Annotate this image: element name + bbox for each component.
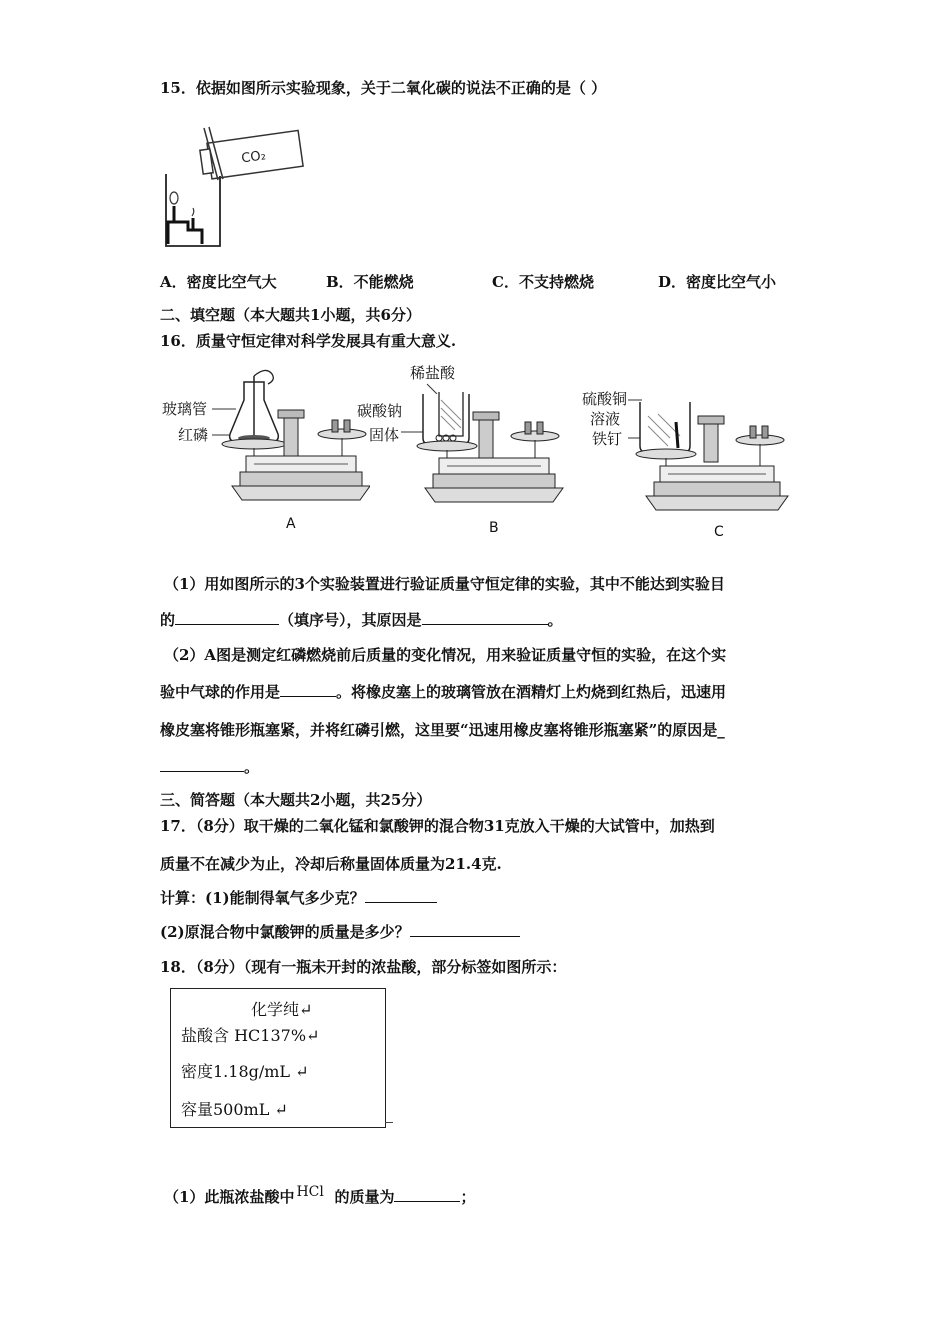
q16-p1-blank-2[interactable] xyxy=(422,610,548,625)
q16-p1-text-c: 。 xyxy=(547,611,563,629)
q16-p1-text-b: （填序号），其原因是 xyxy=(279,611,422,629)
q16-p1-blank-1[interactable] xyxy=(175,610,279,625)
q15-option-a: A．密度比空气大 xyxy=(160,273,277,291)
q18-line1: 18．（8分）（现有一瓶未开封的浓盐酸，部分标签如图所示： xyxy=(160,958,567,976)
reagent-label-concentration: 盐酸含 HC137%↵ xyxy=(181,1026,320,1045)
q16-p2-text-a: 验中气球的作用是 xyxy=(160,683,281,701)
balance-figure-c xyxy=(580,386,790,541)
q18-blank-1[interactable] xyxy=(394,1187,460,1202)
q17-blank-1[interactable] xyxy=(365,888,437,903)
q18-q1-text-b: 的质量为 xyxy=(334,1188,395,1206)
q15-stem: 15．依据如图所示实验现象，关于二氧化碳的说法不正确的是（ ） xyxy=(160,79,607,97)
q17-line3 xyxy=(160,887,437,908)
q18-hcl-formula: HCl xyxy=(296,1184,324,1200)
co2-candle-figure xyxy=(160,118,310,252)
reagent-label-box xyxy=(170,988,386,1128)
q16-p2-text-b: 。将橡皮塞上的玻璃管放在酒精灯上灼烧到红热后，迅速用 xyxy=(336,683,727,701)
q16-p1-line2 xyxy=(160,609,563,630)
fig-a-label-red-phosphorus: 红磷 xyxy=(178,426,209,444)
co2-label: CO₂ xyxy=(240,148,267,167)
q15-option-c: C．不支持燃烧 xyxy=(492,273,594,291)
q16-p2-text-end: 。 xyxy=(244,758,260,776)
q17-blank-2[interactable] xyxy=(410,922,520,937)
label-box-tick xyxy=(385,1122,393,1123)
q16-p2-blank-1[interactable] xyxy=(280,682,336,697)
balance-figure-b xyxy=(355,358,570,538)
fig-a-label-glass-tube: 玻璃管 xyxy=(162,400,208,418)
balance-base xyxy=(232,486,370,500)
q16-p1-text-a: 的 xyxy=(160,611,176,629)
q17-line3-text: 计算：(1)能制得氧气多少克？ xyxy=(160,889,365,907)
q17-line2: 质量不在减少为止，冷却后称量固体质量为21.4克. xyxy=(160,855,502,873)
q16-p2-line1: （2）A图是测定红磷燃烧前后质量的变化情况，用来验证质量守恒的实验，在这个实 xyxy=(164,646,727,664)
q18-q1-text-a: （1）此瓶浓盐酸中 xyxy=(164,1188,295,1206)
q15-option-d: D．密度比空气小 xyxy=(658,273,777,291)
fig-b-label-solid: 固体 xyxy=(369,426,400,444)
q16-stem: 16．质量守恒定律对科学发展具有重大意义. xyxy=(160,332,457,350)
fig-a-caption: A xyxy=(286,516,296,532)
q17-line4 xyxy=(160,921,520,942)
q18-q1-text-c: ； xyxy=(460,1188,476,1206)
co2-bottle xyxy=(199,130,303,180)
reagent-label-title: 化学纯↵ xyxy=(251,1000,313,1019)
fig-b-label-sodium-carbonate: 碳酸钠 xyxy=(357,402,403,420)
iron-nail xyxy=(676,422,678,448)
fig-b-label-dilute-hcl: 稀盐酸 xyxy=(410,364,456,382)
reagent-label-density: 密度1.18g/mL ↵ xyxy=(181,1062,309,1081)
reagent-label-volume: 容量500mL ↵ xyxy=(181,1100,288,1119)
balance-pillar xyxy=(284,414,298,456)
flame-icon xyxy=(170,192,178,204)
fig-c-caption: C xyxy=(714,524,724,540)
section3-heading: 三、简答题（本大题共2小题，共25分） xyxy=(160,791,432,809)
q17-line1: 17．（8分）取干燥的二氧化锰和氯酸钾的混合物31克放入干燥的大试管中，加热到 xyxy=(160,817,715,835)
fig-c-label-copper-sulfate: 硫酸铜 xyxy=(582,390,628,408)
q16-p2-line2 xyxy=(160,681,726,702)
fig-b-caption: B xyxy=(489,520,499,536)
fig-c-label-iron-nail: 铁钉 xyxy=(592,430,623,448)
q17-line4-text: (2)原混合物中氯酸钾的质量是多少？ xyxy=(160,923,410,941)
beaker-c xyxy=(640,402,690,452)
q18-q1 xyxy=(164,1186,475,1207)
balance-figure-a xyxy=(160,362,370,532)
q16-p1-line1: （1）用如图所示的3个实验装置进行验证质量守恒定律的实验，其中不能达到实验目 xyxy=(164,575,725,593)
smoke-icon xyxy=(192,208,194,216)
section2-heading: 二、填空题（本大题共1小题，共6分） xyxy=(160,306,421,324)
q16-p2-line3: 橡皮塞将锥形瓶塞紧，并将红磷引燃，这里要“迅速用橡皮塞将锥形瓶塞紧”的原因是_ xyxy=(160,721,725,739)
q16-p2-blank-2[interactable] xyxy=(160,757,244,772)
q15-option-b: B．不能燃烧 xyxy=(326,273,414,291)
steps xyxy=(168,222,202,244)
q16-p2-line4 xyxy=(160,756,259,777)
fig-c-label-solution: 溶液 xyxy=(590,410,621,428)
